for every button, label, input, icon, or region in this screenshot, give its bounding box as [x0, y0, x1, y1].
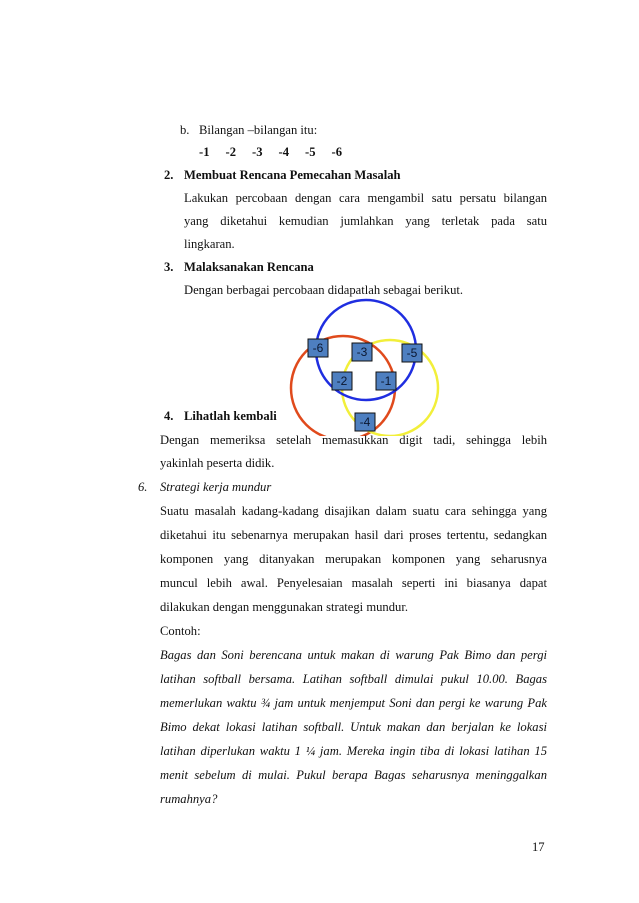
example-line: Bagas dan Soni berencana untuk makan di warung Pak Bimo dan pergi [160, 648, 547, 662]
number-item: -3 [252, 145, 263, 159]
page-number: 17 [532, 840, 545, 854]
step2-line: lingkaran. [184, 237, 235, 251]
label-top-right: -5 [406, 346, 418, 360]
sec6-line: diketahui itu sebenarnya merupakan hasil dari proses tertentu, sedangkan [160, 528, 547, 542]
step3-text: Dengan berbagai percobaan didapatlah sebagai berikut. [184, 283, 464, 297]
step-title-3: Malaksanakan Rencana [184, 260, 314, 274]
step4-line: Dengan memeriksa setelah memasukkan digit tadi, sehingga lebih [160, 433, 547, 447]
section-title-6: Strategi kerja mundur [160, 480, 272, 494]
example-line: menit sebelum di mulai. Pukul berapa Bagas seharusnya meninggalkan [160, 768, 547, 782]
label-top-left: -6 [312, 341, 324, 355]
example-line: rumahnya? [160, 792, 218, 806]
number-item: -1 [199, 145, 210, 159]
sec6-line: komponen yang ditanyakan merupakan komponen yang seharusnya [160, 552, 547, 566]
circles-diagram [286, 296, 446, 436]
number-item: -6 [331, 145, 342, 159]
label-bottom: -4 [359, 415, 371, 429]
step-title-2: Membuat Rencana Pemecahan Masalah [184, 168, 401, 182]
step-number-3: 3. [164, 260, 174, 274]
example-heading: Contoh: [160, 624, 201, 638]
numbers-label: Bilangan –bilangan itu: [199, 123, 318, 137]
example-line: latihan softball bersama. Latihan softball dimulai pukul 10.00. Bagas [160, 672, 547, 686]
step-number-4: 4. [164, 409, 174, 423]
number-item: -2 [225, 145, 236, 159]
number-item: -5 [305, 145, 316, 159]
step2-line: yang diketahui kemudian jumlahkan yang terletak pada satu [184, 214, 547, 228]
step-number-2: 2. [164, 168, 174, 182]
step4-line: yakinlah peserta didik. [160, 456, 275, 470]
section-number-6: 6. [138, 480, 148, 494]
list-marker-b: b. [180, 123, 190, 137]
sec6-line: Suatu masalah kadang-kadang disajikan dalam suatu cara sehingga yang [160, 504, 547, 518]
number-item: -4 [278, 145, 289, 159]
example-line: latihan diperlukan waktu 1 ¼ jam. Mereka ingin tiba di lokasi latihan 15 [160, 744, 547, 758]
sec6-line: dilakukan dengan menggunakan strategi mundur. [160, 600, 408, 614]
example-line: Bimo dekat lokasi latihan softball. Untuk makan dan berjalan ke lokasi [160, 720, 547, 734]
label-mid-left: -2 [336, 374, 348, 388]
example-line: memerlukan waktu ¾ jam untuk menjemput Soni dan pergi ke warung Pak [160, 696, 547, 710]
sec6-line: muncul lebih awal. Penyelesaian masalah seperti ini biasanya dapat [160, 576, 547, 590]
label-top-mid: -3 [356, 345, 368, 359]
label-mid-right: -1 [380, 374, 392, 388]
step-title-4: Lihatlah kembali [184, 409, 277, 423]
step2-line: Lakukan percobaan dengan cara mengambil satu persatu bilangan [184, 191, 547, 205]
number-list [199, 145, 358, 160]
